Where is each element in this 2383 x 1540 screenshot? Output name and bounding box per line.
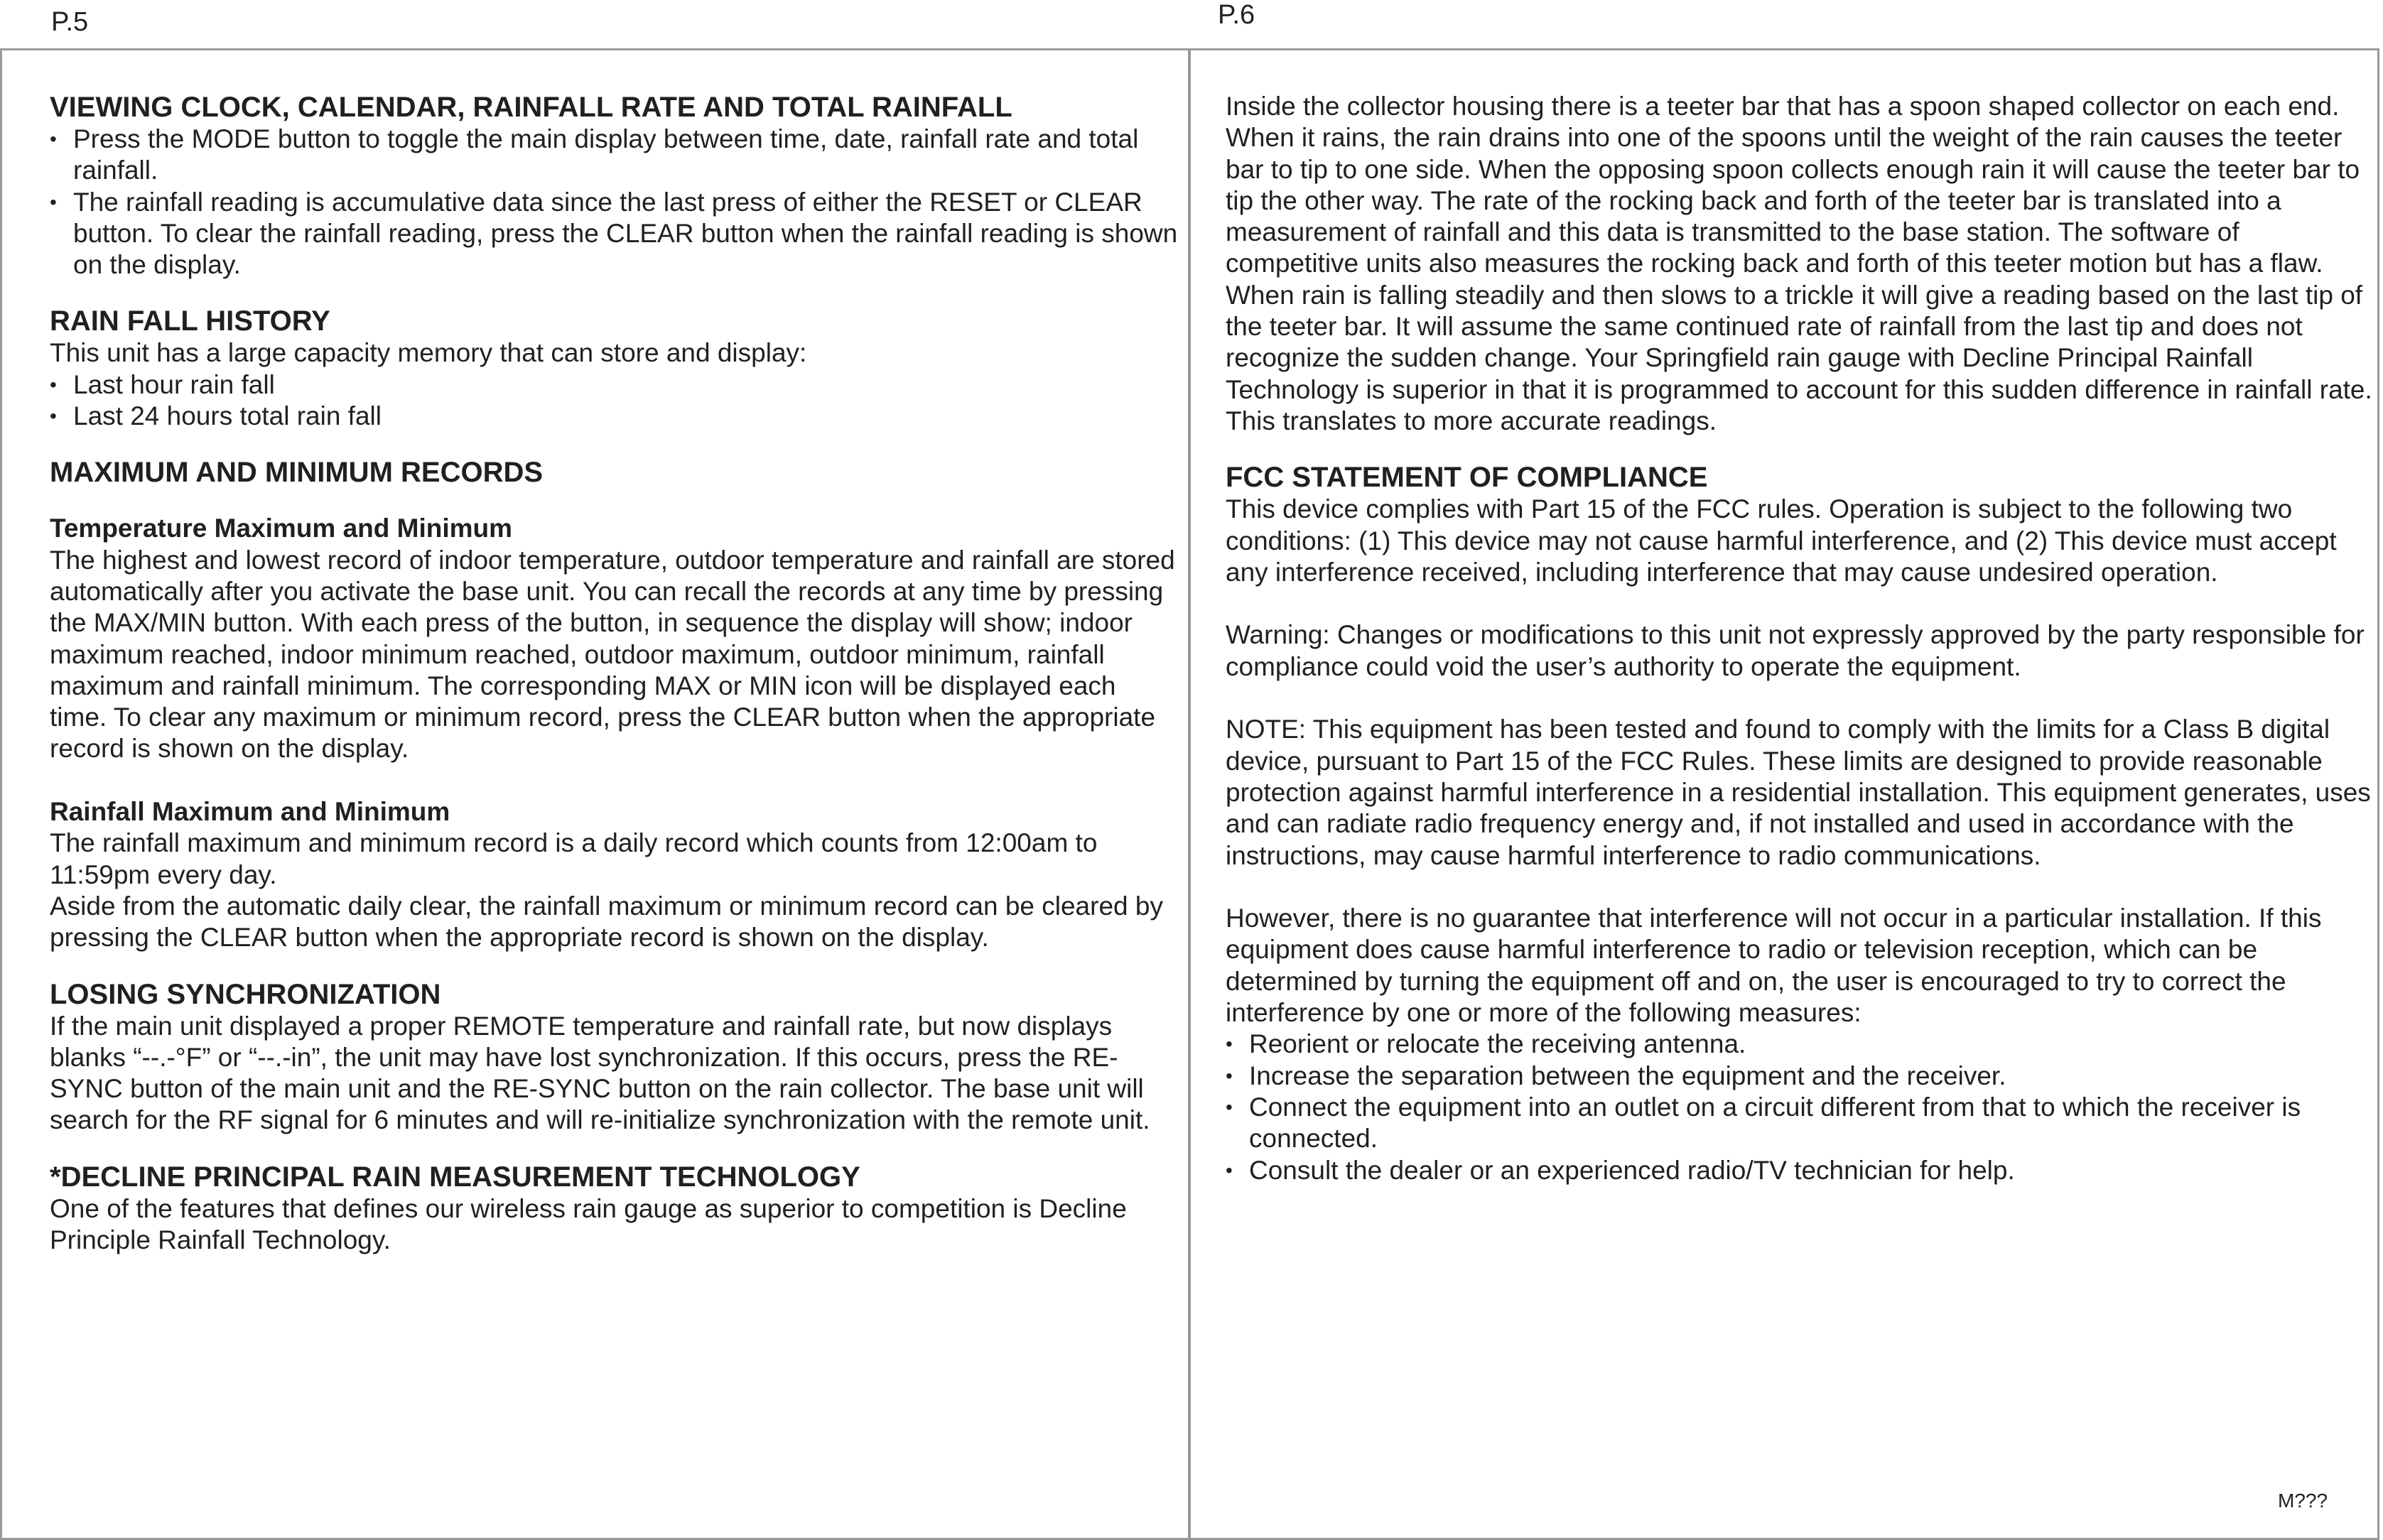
rainfall-records-clear-text: Aside from the automatic daily clear, the rainfall maximum or minimum record can be cleared by pressing the CLEAR button when the appropriate record is shown on the display. bbox=[50, 891, 1163, 953]
section-decline bbox=[50, 1161, 1179, 1257]
section-fcc bbox=[1226, 461, 2373, 1186]
section-sync bbox=[50, 978, 1179, 1137]
fcc-measure-item: • Reorient or relocate the receiving antenna. bbox=[1226, 1029, 2373, 1060]
collector-text: Inside the collector housing there is a teeter bar that has a spoon shaped collector on each end. When it rains, the rain drains into one of the spoons until the weight of the rain causes the teeter bar to tip to one side. When the opposing spoon collects enough rain it will cause the teeter bar to tip the other way. The rate of the rocking back and forth of the teeter bar is translated into a measurement of rainfall and this data is transmitted to the base station. The software of competitive units also measures the rocking back and forth of this teeter motion but has a flaw. When rain is falling steadily and then slows to a trickle it will give a reading based on the last tip of the teeter bar. It will assume the same continued rate of rainfall from the last tip and does not recognize the sudden change. Your Springfield rain gauge with Decline Principal Rainfall Technology is superior in that it is programmed to account for this sudden difference in rainfall rate. This translates to more accurate readings. bbox=[1226, 92, 2372, 435]
sync-text: If the main unit displayed a proper REMOTE temperature and rainfall rate, but now displays blanks “--.-°F” or “--.-in”, the unit may have lost synchronization. If this occurs, press the RE-SYNC button of the main unit and the RE-SYNC button on the rain collector. The base unit will search for the RF signal for 6 minutes and will re-initialize synchronization with the remote unit. bbox=[50, 1011, 1150, 1135]
history-bullet: • Last hour rain fall bbox=[50, 369, 1179, 401]
right-page-content bbox=[1226, 91, 2373, 1186]
history-intro: This unit has a large capacity memory that can store and display: bbox=[50, 338, 807, 368]
fcc-however-text: However, there is no guarantee that interference will not occur in a particular installation. If this equipment does cause harmful interference to radio or television reception, which can be determined by turning the equipment off and on, the user is encouraged to try to correct the interference by one or more of the following measures: bbox=[1226, 904, 2322, 1028]
fcc-measures-list bbox=[1226, 1029, 2373, 1186]
section-heading-records: MAXIMUM AND MINIMUM RECORDS bbox=[50, 457, 544, 489]
history-bullet-list bbox=[50, 369, 1179, 433]
model-code: M??? bbox=[2278, 1490, 2328, 1512]
section-heading-viewing: VIEWING CLOCK, CALENDAR, RAINFALL RATE AND TOTAL RAINFALL bbox=[50, 92, 1012, 123]
section-viewing bbox=[50, 91, 1179, 281]
section-heading-fcc: FCC STATEMENT OF COMPLIANCE bbox=[1226, 462, 1708, 494]
decline-text: One of the features that defines our wireless rain gauge as superior to competition is Decline Principle Rainfall Technology. bbox=[50, 1193, 1127, 1255]
left-page-content bbox=[50, 91, 1179, 1256]
temperature-records-text: The highest and lowest record of indoor temperature, outdoor temperature and rainfall are stored automatically after you activate the base unit. You can recall the records at any time by pressing the MAX/MIN button. With each press of the button, in sequence the display will show; indoor maximum reached, indoor minimum reached, outdoor maximum, outdoor minimum, rainfall maximum and rainfall minimum. The corresponding MAX or MIN icon will be displayed each time. To clear any maximum or minimum record, press the CLEAR button when the appropriate record is shown on the display. bbox=[50, 545, 1175, 764]
section-heading-decline: *DECLINE PRINCIPAL RAIN MEASUREMENT TECHNOLOGY bbox=[50, 1161, 860, 1193]
section-heading-sync: LOSING SYNCHRONIZATION bbox=[50, 978, 441, 1010]
fcc-warning-text: Warning: Changes or modifications to this unit not expressly approved by the party responsible for compliance could void the user’s authority to operate the equipment. bbox=[1226, 620, 2365, 681]
subheading-temperature: Temperature Maximum and Minimum bbox=[50, 514, 513, 543]
viewing-bullet: • Press the MODE button to toggle the main display between time, date, rainfall rate and total rainfall. bbox=[50, 124, 1179, 187]
fcc-measure-item: • Connect the equipment into an outlet on a circuit different from that to which the receiver is connected. bbox=[1226, 1092, 2373, 1155]
history-bullet: • Last 24 hours total rain fall bbox=[50, 401, 1179, 432]
viewing-bullet-list bbox=[50, 124, 1179, 281]
fcc-compliance-text: This device complies with Part 15 of the FCC rules. Operation is subject to the following two conditions: (1) This device may not cause harmful interference, and (2) This device must accept any interference received, including interference that may cause undesired operation. bbox=[1226, 494, 2337, 587]
page-number-right: P.6 bbox=[1218, 0, 1255, 30]
section-history bbox=[50, 305, 1179, 432]
viewing-bullet: • The rainfall reading is accumulative data since the last press of either the RESET or CLEAR button. To clear the rainfall reading, press the CLEAR button when the rainfall reading is shown on the display. bbox=[50, 187, 1179, 281]
fcc-measure-item: • Consult the dealer or an experienced radio/TV technician for help. bbox=[1226, 1155, 2373, 1186]
fcc-measure-item: • Increase the separation between the equipment and the receiver. bbox=[1226, 1061, 2373, 1092]
subheading-rainfall: Rainfall Maximum and Minimum bbox=[50, 797, 450, 827]
page-number-left: P.5 bbox=[51, 7, 89, 37]
section-heading-history: RAIN FALL HISTORY bbox=[50, 305, 330, 337]
column-divider bbox=[1188, 48, 1191, 1540]
fcc-note-text: NOTE: This equipment has been tested and found to comply with the limits for a Class B digital device, pursuant to Part 15 of the FCC Rules. These limits are designed to provide reasonable protection against harmful interference in a residential installation. This equipment generates, uses and can radiate radio frequency energy and, if not installed and used in accordance with the instructions, may cause harmful interference to radio communications. bbox=[1226, 715, 2371, 870]
rainfall-records-text: The rainfall maximum and minimum record is a daily record which counts from 12:00am to 11:59pm every day. bbox=[50, 828, 1098, 889]
section-records bbox=[50, 456, 1179, 953]
